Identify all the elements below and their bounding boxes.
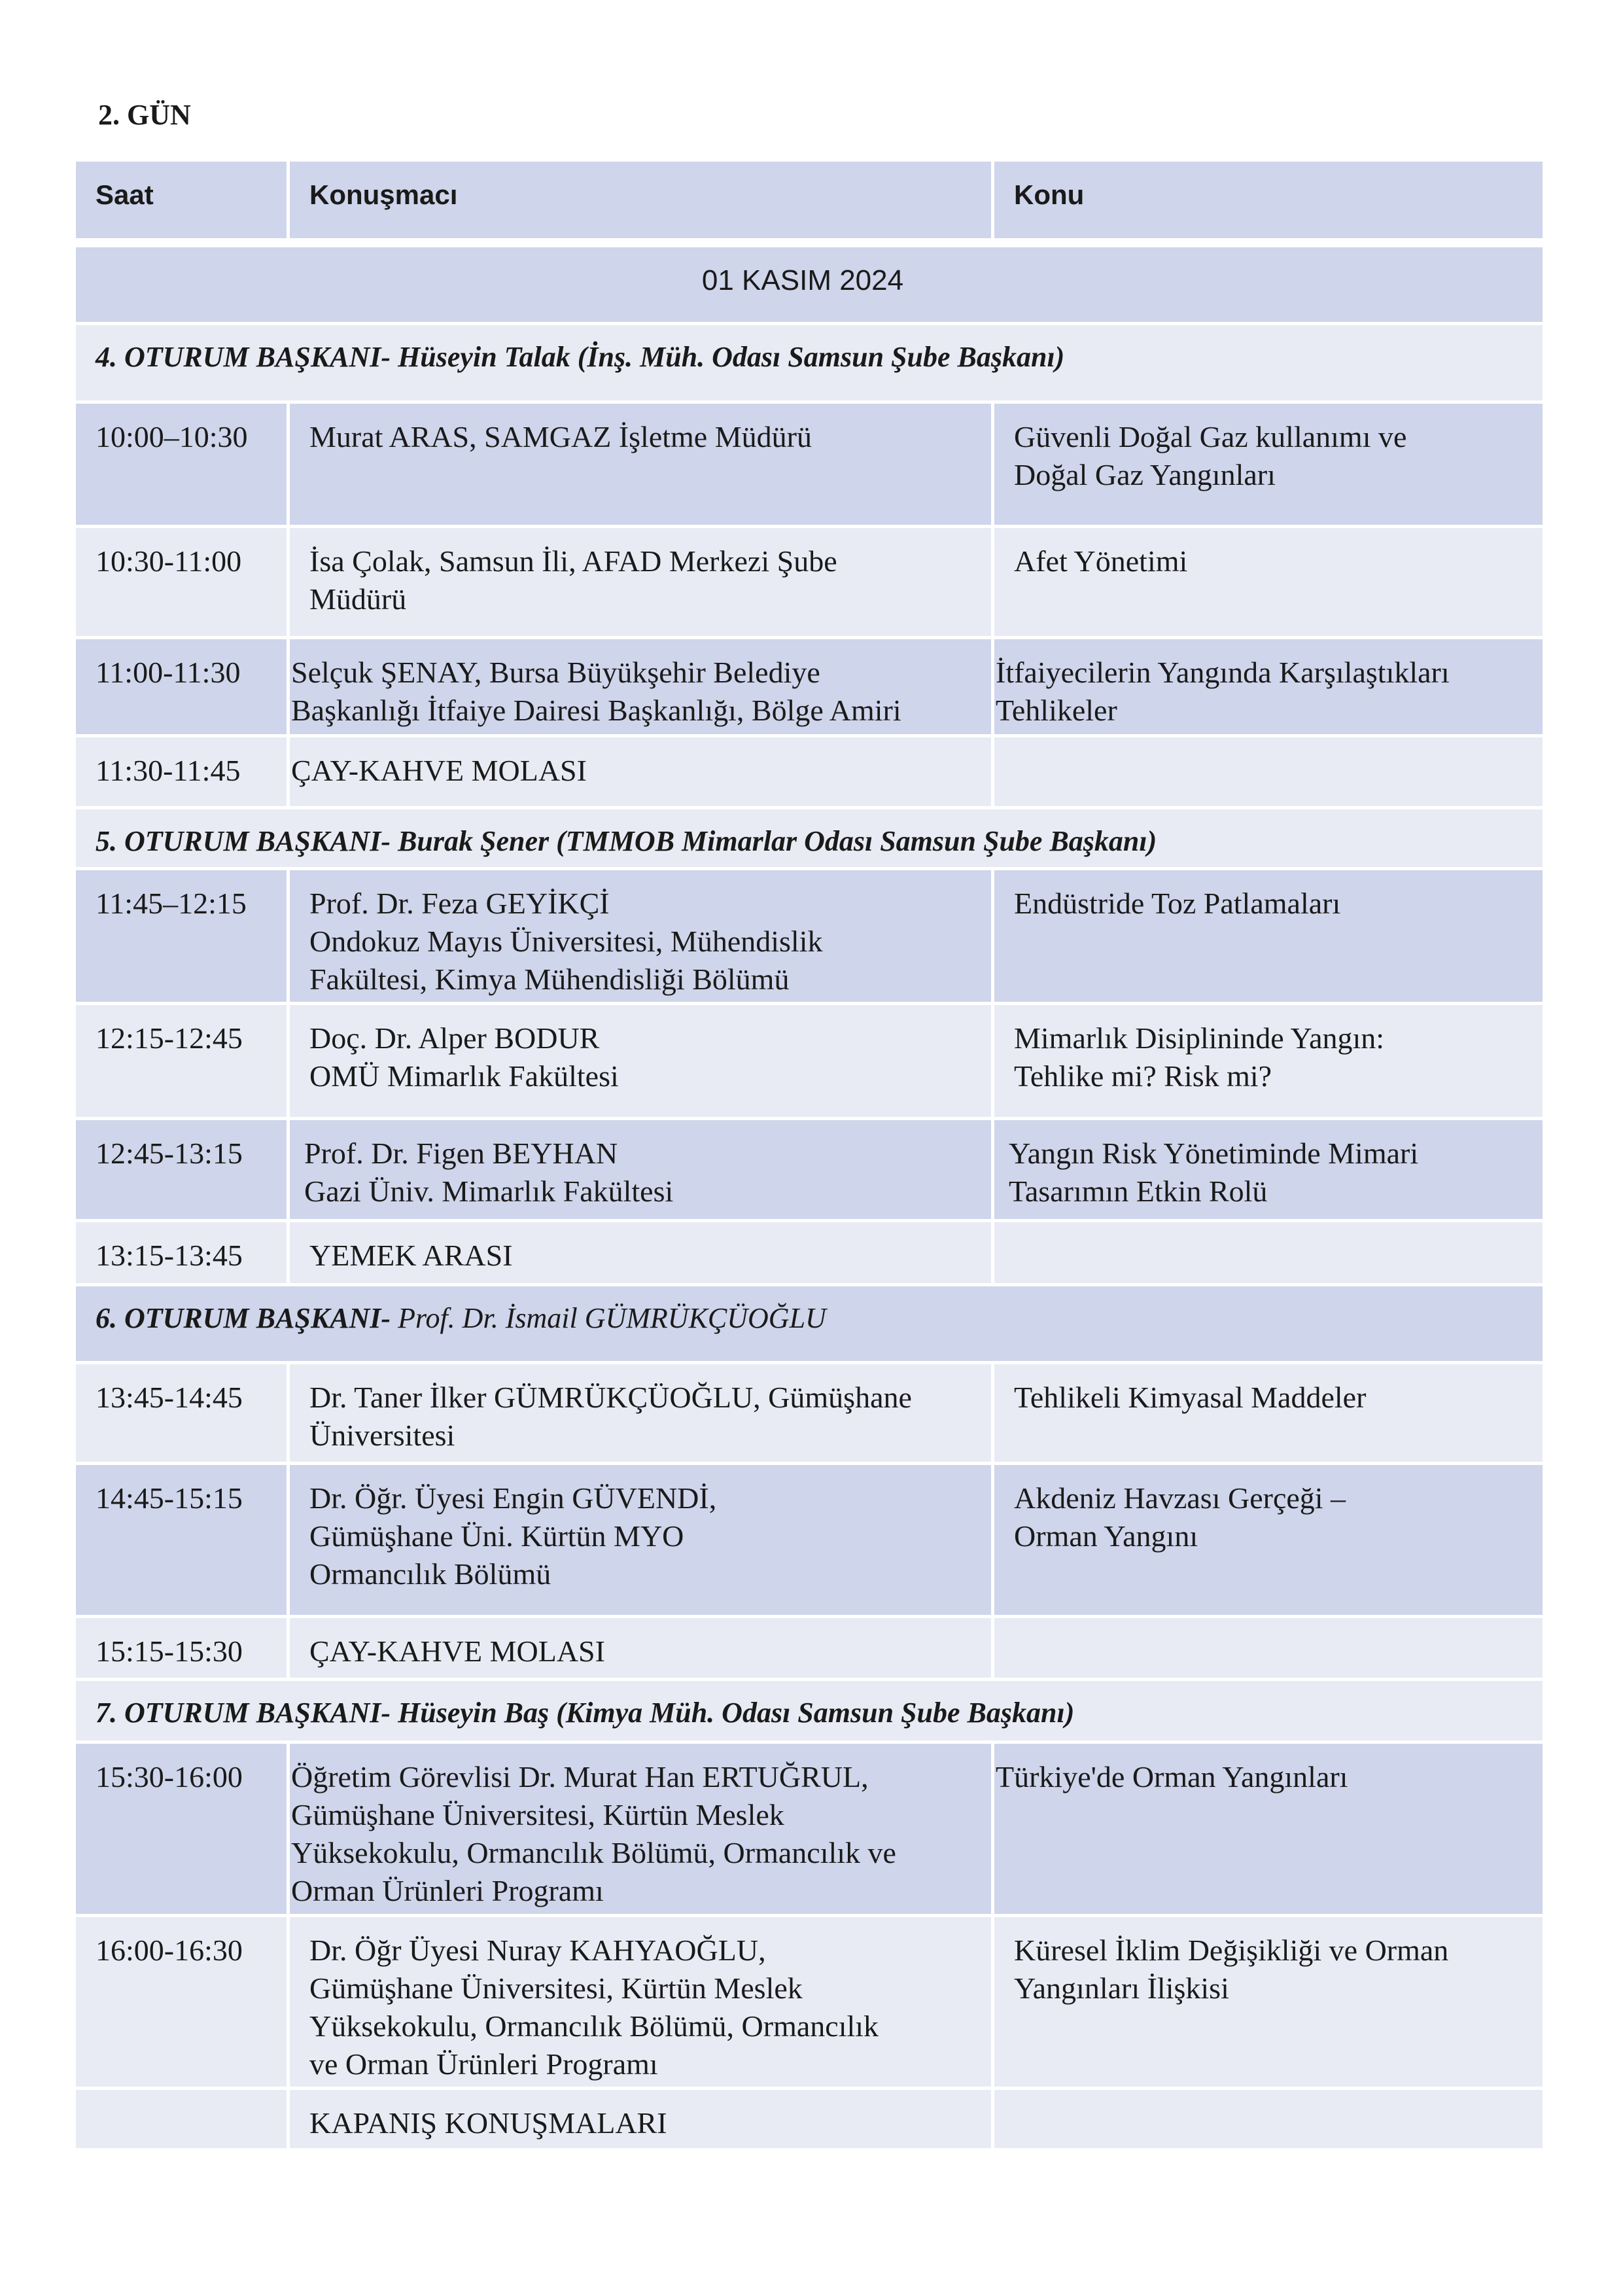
speaker-line: Ormancılık Bölümü — [309, 1557, 551, 1591]
speaker-line: Başkanlığı İtfaiye Dairesi Başkanlığı, Bölge Amiri — [291, 694, 901, 727]
topic-line: Türkiye'de Orman Yangınları — [996, 1760, 1348, 1793]
topic-cell — [994, 1744, 1543, 1917]
date-row — [76, 247, 1543, 325]
topic-line: Doğal Gaz Yangınları — [1014, 458, 1276, 491]
table-row — [76, 404, 1543, 528]
day-title: 2. GÜN — [98, 99, 191, 131]
topic-line: İtfaiyecilerin Yangında Karşılaştıkları — [996, 656, 1450, 689]
topic-line: Küresel İklim Değişikliği ve Orman — [1014, 1934, 1449, 1967]
speaker-cell — [290, 528, 994, 639]
table-row — [76, 1465, 1543, 1618]
topic-cell — [994, 1120, 1543, 1222]
topic-cell — [994, 528, 1543, 639]
table-row — [76, 1744, 1543, 1917]
time-cell: 15:30-16:00 — [76, 1744, 290, 1917]
session-label: 7. OTURUM BAŞKANI- Hüseyin Baş (Kimya Müh. Odası Samsun Şube Başkanı) — [76, 1681, 1543, 1744]
topic-line: Endüstride Toz Patlamaları — [1014, 887, 1341, 920]
speaker-cell — [290, 1744, 994, 1917]
column-header-konusmaci: Konuşmacı — [290, 162, 994, 247]
speaker-line: Selçuk ŞENAY, Bursa Büyükşehir Belediye — [291, 656, 820, 689]
time-cell: 11:30-11:45 — [76, 737, 290, 809]
speaker-cell — [290, 1465, 994, 1618]
speaker-cell — [290, 1222, 994, 1286]
time-cell: 11:00-11:30 — [76, 639, 290, 737]
session-label-bold: 6. OTURUM BAŞKANI- — [96, 1302, 391, 1334]
session-row — [76, 325, 1543, 404]
table-header — [76, 162, 1543, 247]
speaker-line: Yüksekokulu, Ormancılık Bölümü, Ormancılık ve — [291, 1836, 896, 1869]
topic-cell — [994, 639, 1543, 737]
time-cell: 15:15-15:30 — [76, 1618, 290, 1681]
table-row — [76, 1364, 1543, 1465]
topic-line: Güvenli Doğal Gaz kullanımı ve — [1014, 420, 1407, 453]
time-cell: 10:00–10:30 — [76, 404, 290, 528]
table-row — [76, 1917, 1543, 2090]
speaker-line: OMÜ Mimarlık Fakültesi — [309, 1059, 619, 1093]
speaker-cell — [290, 1917, 994, 2090]
column-header-konu: Konu — [994, 162, 1543, 247]
time-cell: 16:00-16:30 — [76, 1917, 290, 2090]
topic-cell — [994, 1465, 1543, 1618]
time-cell: 11:45–12:15 — [76, 870, 290, 1005]
speaker-line: Gümüşhane Üniversitesi, Kürtün Meslek — [309, 1971, 803, 2005]
speaker-line: Murat ARAS, SAMGAZ İşletme Müdürü — [309, 420, 812, 453]
time-cell: 13:15-13:45 — [76, 1222, 290, 1286]
speaker-line: Gümüşhane Üniversitesi, Kürtün Meslek — [291, 1798, 784, 1831]
speaker-line: Müdürü — [309, 582, 407, 616]
speaker-cell — [290, 1005, 994, 1120]
topic-line: Tehlikeli Kimyasal Maddeler — [1014, 1381, 1367, 1414]
session-row — [76, 809, 1543, 870]
topic-cell — [994, 1917, 1543, 2090]
time-cell: 12:45-13:15 — [76, 1120, 290, 1222]
speaker-line: Prof. Dr. Figen BEYHAN — [304, 1137, 618, 1170]
speaker-line: Fakültesi, Kimya Mühendisliği Bölümü — [309, 963, 790, 996]
time-cell: 13:45-14:45 — [76, 1364, 290, 1465]
session-label: 5. OTURUM BAŞKANI- Burak Şener (TMMOB Mimarlar Odası Samsun Şube Başkanı) — [76, 809, 1543, 870]
date-label: 01 KASIM 2024 — [76, 247, 1543, 325]
speaker-cell — [290, 2090, 994, 2151]
table-row — [76, 1120, 1543, 1222]
speaker-line: Orman Ürünleri Programı — [291, 1874, 604, 1907]
topic-line: Mimarlık Disiplininde Yangın: — [1014, 1021, 1385, 1055]
speaker-cell — [290, 404, 994, 528]
time-cell — [76, 2090, 290, 2151]
topic-line: Afet Yönetimi — [1014, 544, 1188, 578]
time-cell: 10:30-11:00 — [76, 528, 290, 639]
speaker-cell — [290, 1120, 994, 1222]
topic-cell — [994, 404, 1543, 528]
table-row — [76, 639, 1543, 737]
session-row — [76, 1286, 1543, 1364]
session-row — [76, 1681, 1543, 1744]
speaker-line: Yüksekokulu, Ormancılık Bölümü, Ormancılık — [309, 2009, 879, 2043]
speaker-line: Doç. Dr. Alper BODUR — [309, 1021, 600, 1055]
speaker-line: Öğretim Görevlisi Dr. Murat Han ERTUĞRUL, — [291, 1760, 869, 1793]
column-header-saat: Saat — [76, 162, 290, 247]
topic-line: Akdeniz Havzası Gerçeği – — [1014, 1481, 1346, 1515]
speaker-line: Ondokuz Mayıs Üniversitesi, Mühendislik — [309, 925, 823, 958]
table-row — [76, 2090, 1543, 2151]
speaker-line: Üniversitesi — [309, 1419, 455, 1452]
topic-cell — [994, 1222, 1543, 1286]
topic-cell — [994, 737, 1543, 809]
session-label: 4. OTURUM BAŞKANI- Hüseyin Talak (İnş. Müh. Odası Samsun Şube Başkanı) — [76, 325, 1543, 404]
speaker-cell — [290, 870, 994, 1005]
topic-cell — [994, 2090, 1543, 2151]
schedule-table — [76, 162, 1543, 2151]
topic-cell — [994, 870, 1543, 1005]
session-label-chair: Prof. Dr. İsmail GÜMRÜKÇÜOĞLU — [398, 1302, 826, 1334]
topic-line: Tehlike mi? Risk mi? — [1014, 1059, 1272, 1093]
speaker-line: YEMEK ARASI — [309, 1239, 513, 1272]
speaker-line: KAPANIŞ KONUŞMALARI — [309, 2106, 667, 2140]
topic-line: Orman Yangını — [1014, 1519, 1198, 1553]
speaker-line: Dr. Öğr. Üyesi Engin GÜVENDİ, — [309, 1481, 717, 1515]
speaker-cell — [290, 1364, 994, 1465]
topic-line: Yangın Risk Yönetiminde Mimari — [1009, 1137, 1419, 1170]
time-cell: 14:45-15:15 — [76, 1465, 290, 1618]
speaker-line: Prof. Dr. Feza GEYİKÇİ — [309, 887, 610, 920]
speaker-line: Dr. Taner İlker GÜMRÜKÇÜOĞLU, Gümüşhane — [309, 1381, 912, 1414]
time-cell: 12:15-12:45 — [76, 1005, 290, 1120]
topic-line: Tehlikeler — [996, 694, 1117, 727]
table-row — [76, 870, 1543, 1005]
speaker-line: ÇAY-KAHVE MOLASI — [291, 754, 587, 787]
speaker-line: ÇAY-KAHVE MOLASI — [309, 1634, 605, 1668]
speaker-cell — [290, 639, 994, 737]
topic-cell — [994, 1364, 1543, 1465]
table-row — [76, 737, 1543, 809]
topic-line: Yangınları İlişkisi — [1014, 1971, 1229, 2005]
speaker-cell — [290, 1618, 994, 1681]
speaker-line: Gazi Üniv. Mimarlık Fakültesi — [304, 1174, 674, 1208]
speaker-line: İsa Çolak, Samsun İli, AFAD Merkezi Şube — [309, 544, 837, 578]
speaker-line: ve Orman Ürünleri Programı — [309, 2047, 658, 2081]
speaker-line: Gümüşhane Üni. Kürtün MYO — [309, 1519, 684, 1553]
table-row — [76, 1618, 1543, 1681]
table-row — [76, 1222, 1543, 1286]
topic-cell — [994, 1005, 1543, 1120]
session-label — [76, 1286, 1543, 1364]
speaker-line: Dr. Öğr Üyesi Nuray KAHYAOĞLU, — [309, 1934, 766, 1967]
speaker-cell — [290, 737, 994, 809]
topic-cell — [994, 1618, 1543, 1681]
table-row — [76, 1005, 1543, 1120]
table-row — [76, 528, 1543, 639]
topic-line: Tasarımın Etkin Rolü — [1009, 1174, 1268, 1208]
